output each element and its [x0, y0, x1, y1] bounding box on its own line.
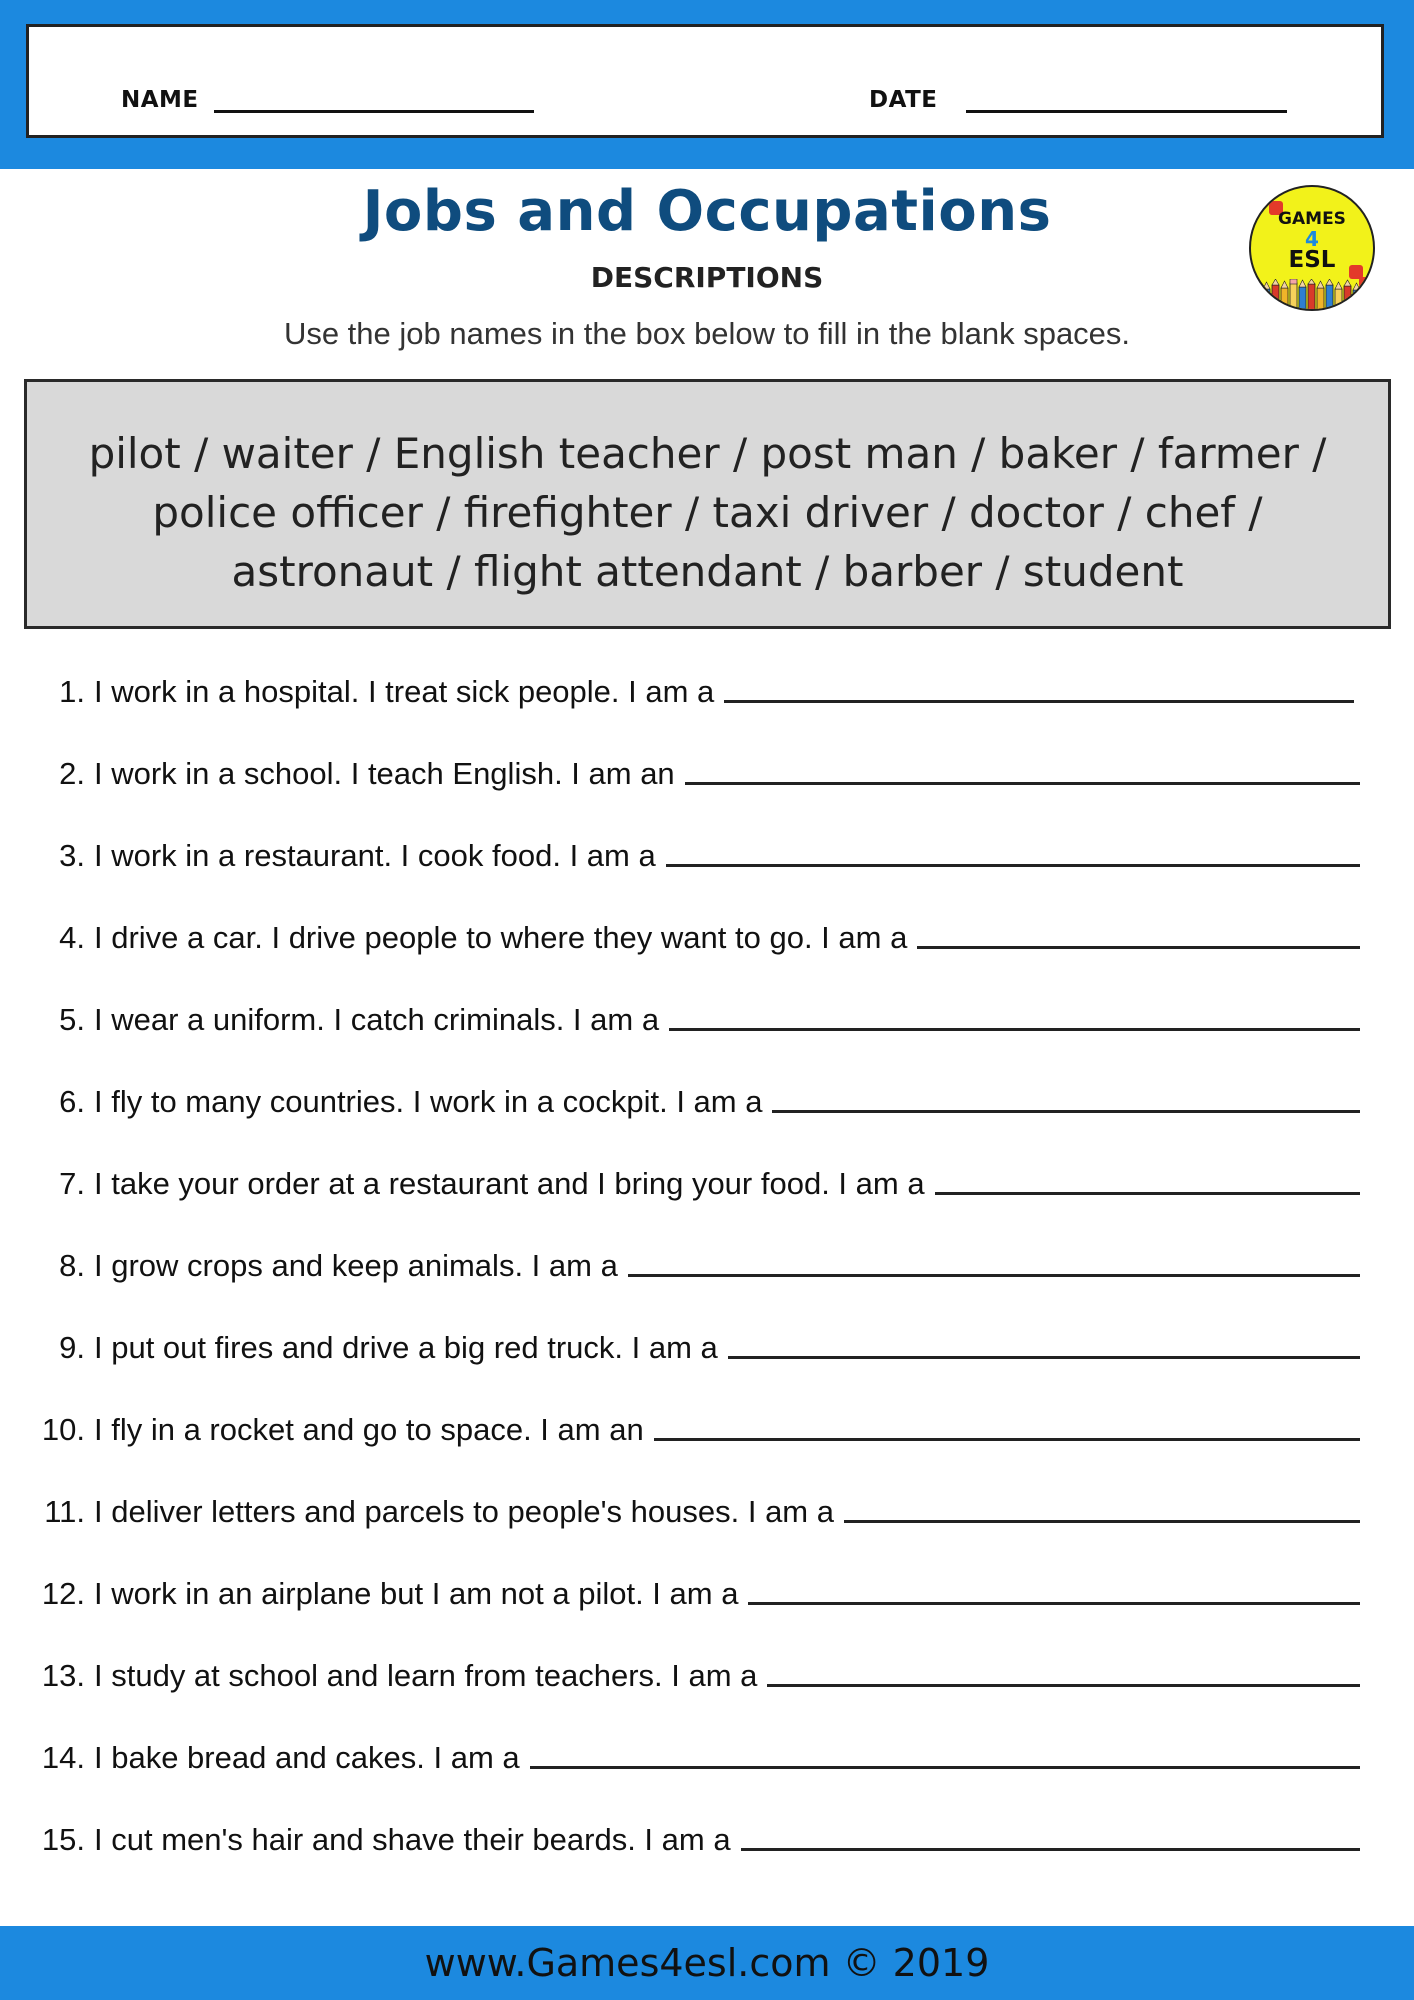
question-item [30, 752, 1360, 792]
question-item [30, 1818, 1360, 1858]
word-bank-line-2: police officer / firefighter / taxi driver / doctor / chef / [152, 488, 1263, 537]
question-number: 7. [59, 1166, 85, 1201]
question-number: 9. [59, 1330, 85, 1365]
question-number: 1. [59, 674, 85, 709]
word-bank-line-3: astronaut / flight attendant / barber / student [231, 547, 1184, 596]
footer-band [0, 1926, 1414, 2000]
answer-blank[interactable] [767, 1684, 1360, 1687]
question-number: 12. [41, 1576, 85, 1611]
question-number: 11. [44, 1494, 85, 1529]
question-item [30, 1490, 1360, 1530]
instructions: Use the job names in the box below to fill in the blank spaces. [283, 316, 1131, 351]
question-text: I drive a car. I drive people to where they want to go. I am a [94, 920, 908, 955]
question-number: 3. [59, 838, 85, 873]
question-item [30, 1572, 1360, 1612]
question-text: I bake bread and cakes. I am a [94, 1740, 520, 1775]
question-item [30, 1244, 1360, 1284]
answer-blank[interactable] [669, 1028, 1360, 1031]
question-number: 13. [41, 1658, 85, 1693]
question-text: I grow crops and keep animals. I am a [94, 1248, 618, 1283]
question-text: I wear a uniform. I catch criminals. I am a [94, 1002, 660, 1037]
question-text: I work in a restaurant. I cook food. I am a [94, 838, 656, 873]
name-date-box [26, 24, 1384, 138]
answer-blank[interactable] [654, 1438, 1360, 1441]
footer-copyright: www.Games4esl.com © 2019 [424, 1941, 990, 1985]
question-item [30, 1654, 1360, 1694]
date-field[interactable] [966, 110, 1287, 113]
question-number: 6. [59, 1084, 85, 1119]
answer-blank[interactable] [724, 700, 1354, 703]
question-text: I put out fires and drive a big red truck. I am a [94, 1330, 718, 1365]
answer-blank[interactable] [772, 1110, 1360, 1113]
question-text: I take your order at a restaurant and I bring your food. I am a [94, 1166, 925, 1201]
question-number: 2. [59, 756, 85, 791]
question-item [30, 998, 1360, 1038]
logo-text-esl: ESL [1288, 247, 1336, 273]
question-item [30, 1162, 1360, 1202]
question-item [30, 1736, 1360, 1776]
question-number: 15. [41, 1822, 85, 1857]
question-text: I work in a school. I teach English. I am an [94, 756, 675, 791]
logo-text-games: GAMES [1278, 209, 1346, 229]
question-text: I study at school and learn from teachers. I am a [94, 1658, 758, 1693]
answer-blank[interactable] [728, 1356, 1360, 1359]
question-item [30, 1408, 1360, 1448]
question-item [30, 1080, 1360, 1120]
pencils-icon [1259, 279, 1369, 309]
question-number: 14. [41, 1740, 85, 1775]
header-band [0, 0, 1414, 169]
question-text: I work in a hospital. I treat sick people. I am a [94, 674, 715, 709]
page-subtitle: DESCRIPTIONS [590, 261, 824, 294]
logo-text-four: 4 [1305, 227, 1319, 251]
question-item [30, 834, 1360, 874]
question-text: I deliver letters and parcels to people's houses. I am a [94, 1494, 834, 1529]
answer-blank[interactable] [530, 1766, 1360, 1769]
answer-blank[interactable] [741, 1848, 1360, 1851]
answer-blank[interactable] [935, 1192, 1360, 1195]
name-label: NAME [121, 87, 199, 113]
answer-blank[interactable] [844, 1520, 1360, 1523]
question-number: 8. [59, 1248, 85, 1283]
question-number: 4. [59, 920, 85, 955]
answer-blank[interactable] [666, 864, 1360, 867]
question-item [30, 916, 1360, 956]
name-field[interactable] [214, 110, 534, 113]
answer-blank[interactable] [748, 1602, 1360, 1605]
word-bank-line-1: pilot / waiter / English teacher / post man / baker / farmer / [88, 429, 1327, 478]
question-number: 10. [41, 1412, 85, 1447]
games4esl-logo [1249, 185, 1375, 311]
question-text: I fly in a rocket and go to space. I am an [94, 1412, 644, 1447]
answer-blank[interactable] [917, 946, 1360, 949]
date-label: DATE [869, 87, 938, 113]
question-item [30, 670, 1360, 710]
answer-blank[interactable] [628, 1274, 1360, 1277]
page-title: Jobs and Occupations [362, 179, 1052, 244]
word-bank [24, 379, 1391, 629]
question-number: 5. [59, 1002, 85, 1037]
answer-blank[interactable] [685, 782, 1360, 785]
question-text: I work in an airplane but I am not a pilot. I am a [94, 1576, 739, 1611]
question-text: I cut men's hair and shave their beards. I am a [94, 1822, 731, 1857]
question-text: I fly to many countries. I work in a cockpit. I am a [94, 1084, 763, 1119]
question-item [30, 1326, 1360, 1366]
